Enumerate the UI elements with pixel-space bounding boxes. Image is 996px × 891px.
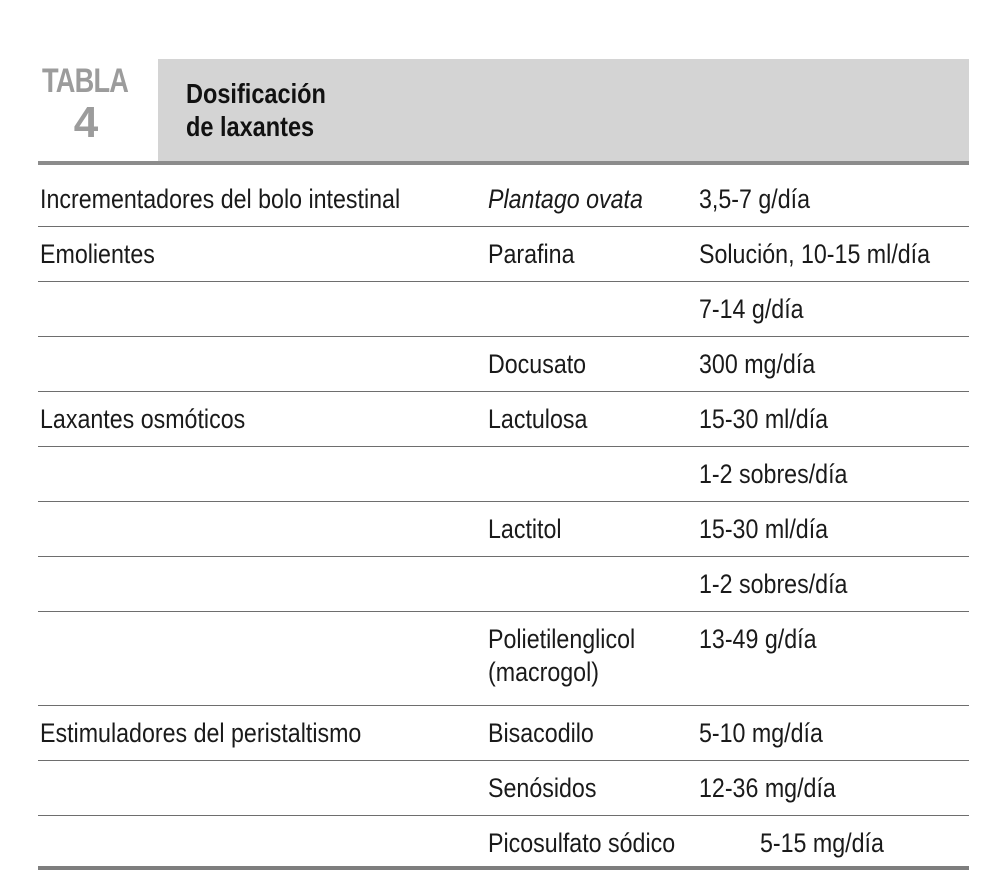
drug-cell: Docusato [488,349,587,379]
dose-cell: 1-2 sobres/día [699,569,848,599]
dose-cell: 7-14 g/día [699,294,804,324]
dose-cell: 5-10 mg/día [699,718,823,748]
title-band [158,59,969,161]
table-row [38,392,969,447]
table-title-line-1: Dosificación [186,78,326,109]
table-row [38,337,969,392]
drug-cell: Picosulfato sódico [488,828,676,858]
dose-cell: 15-30 ml/día [699,404,829,434]
table-row [38,612,969,706]
drug-cell: Lactitol [488,514,562,544]
drug-cell: Parafina [488,239,575,269]
dose-cell: 13-49 g/día [699,624,817,654]
dose-cell: Solución, 10-15 ml/día [699,239,931,269]
dosage-table [38,172,969,870]
dose-cell: 15-30 ml/día [699,514,829,544]
table-tag-word: TABLA [42,62,129,100]
drug-cell-line-2: (macrogol) [488,657,599,687]
drug-cell: Lactulosa [488,404,588,434]
table-bottom-rule [38,866,969,870]
table-row [38,557,969,612]
dose-cell: 1-2 sobres/día [699,459,848,489]
drug-cell [488,623,635,689]
table-header [38,59,969,161]
table-row [38,227,969,282]
table-row [38,172,969,227]
dose-cell: 5-15 mg/día [760,828,884,858]
drug-cell: Senósidos [488,773,597,803]
group-cell: Incrementadores del bolo intestinal [40,184,401,214]
table-row [38,816,969,870]
drug-cell: Bisacodilo [488,718,594,748]
table-title-line-2: de laxantes [186,111,315,142]
table-row [38,502,969,557]
drug-cell-line-1: Polietilenglicol [488,624,636,654]
table-row [38,761,969,816]
dose-cell: 300 mg/día [699,349,816,379]
table-tag [38,59,158,161]
group-cell: Estimuladores del peristaltismo [40,718,362,748]
table-row [38,282,969,337]
dose-cell: 12-36 mg/día [699,773,836,803]
dose-cell: 3,5-7 g/día [699,184,811,214]
group-cell: Emolientes [40,239,155,269]
table-tag-number: 4 [73,98,99,147]
table-title [186,77,326,143]
drug-cell: Plantago ovata [488,184,643,214]
table-row [38,706,969,761]
table-row [38,447,969,502]
header-divider [38,161,969,165]
group-cell: Laxantes osmóticos [40,404,246,434]
